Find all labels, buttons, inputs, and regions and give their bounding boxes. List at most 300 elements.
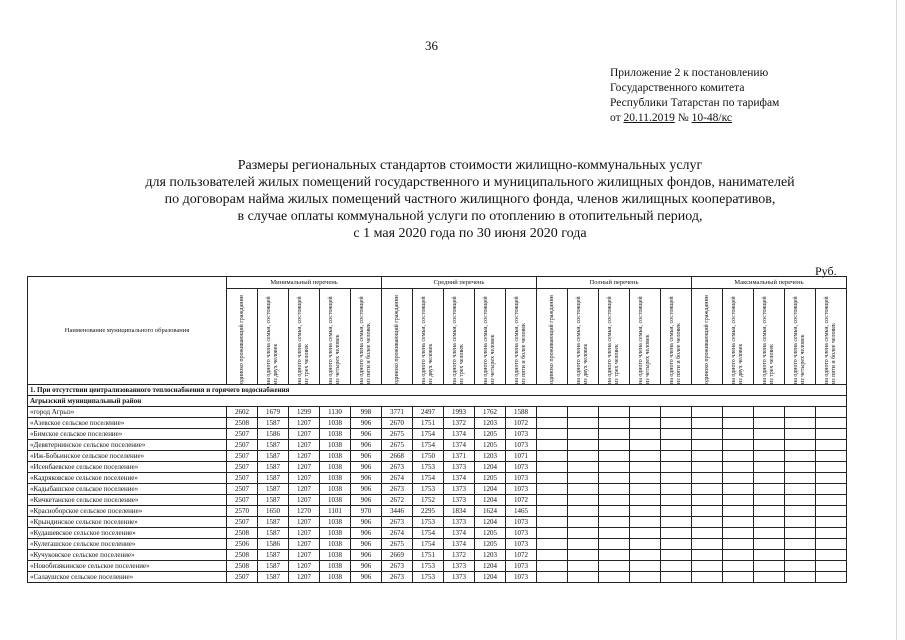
table-cell (630, 440, 661, 451)
table-cell (599, 561, 630, 572)
appendix-number-label: № (674, 112, 692, 124)
table-cell (630, 407, 661, 418)
table-cell: 1587 (258, 561, 289, 572)
table-cell (723, 572, 754, 583)
table-cell: 1207 (289, 451, 320, 462)
title-line-2: для пользователей жилых помещений государственного и муниципального жилищных фондов, нанимателей (145, 175, 795, 190)
table-cell (537, 550, 568, 561)
table-cell (630, 418, 661, 429)
table-cell: 1207 (289, 550, 320, 561)
table-cell: 1587 (258, 517, 289, 528)
name-column-header (28, 277, 227, 385)
appendix-line-4 (610, 111, 779, 126)
table-cell (599, 418, 630, 429)
table-cell: 1753 (413, 462, 444, 473)
table-cell (599, 528, 630, 539)
table-cell (754, 418, 785, 429)
group-header-min: Минимальный перечень (227, 277, 382, 289)
table-cell (816, 429, 847, 440)
table-cell: 1993 (444, 407, 475, 418)
table-cell (723, 539, 754, 550)
table-cell: 2673 (382, 462, 413, 473)
table-cell: 1587 (258, 473, 289, 484)
table-cell (816, 495, 847, 506)
table-cell (537, 440, 568, 451)
table-cell: 1207 (289, 572, 320, 583)
table-cell: 1374 (444, 473, 475, 484)
table-cell (754, 539, 785, 550)
table-cell (537, 484, 568, 495)
table-cell: 2675 (382, 539, 413, 550)
table-cell: 2674 (382, 473, 413, 484)
table-cell: 1038 (320, 462, 351, 473)
table-cell: 2675 (382, 440, 413, 451)
table-cell: 1834 (444, 506, 475, 517)
table-row (28, 539, 847, 550)
table-cell: 906 (351, 550, 382, 561)
row-name: «Азевское сельское поселение» (28, 418, 227, 429)
table-cell (754, 517, 785, 528)
table-cell (816, 517, 847, 528)
table-cell (692, 572, 723, 583)
column-header-text: на одного члена семьи, состоящей из трех человек (607, 296, 620, 384)
table-cell: 1207 (289, 462, 320, 473)
row-name: «Кичкетанское сельское поселение» (28, 495, 227, 506)
table-cell (568, 495, 599, 506)
table-cell (537, 418, 568, 429)
table-cell (568, 484, 599, 495)
section-title: 1. При отсутствии централизованного теплоснабжения и горячего водоснабжения (28, 385, 847, 396)
table-cell: 1270 (289, 506, 320, 517)
column-header-text: на одного члена семьи, состоящей из двух человек (576, 296, 589, 384)
row-name: «Кулегашское сельское поселение» (28, 539, 227, 550)
table-cell (599, 550, 630, 561)
table-cell: 1372 (444, 550, 475, 561)
table-cell (661, 451, 692, 462)
table-cell: 1753 (413, 517, 444, 528)
table-cell (599, 484, 630, 495)
table-cell (630, 506, 661, 517)
table-cell (754, 495, 785, 506)
table-cell: 1038 (320, 495, 351, 506)
table-cell: 1587 (258, 462, 289, 473)
table-cell: 1373 (444, 572, 475, 583)
row-name: «Кудашевское сельское поселение» (28, 528, 227, 539)
table-cell: 1205 (475, 440, 506, 451)
column-header (382, 289, 413, 385)
column-header (475, 289, 506, 385)
table-cell (816, 572, 847, 583)
table-cell: 1072 (506, 550, 537, 561)
table-cell: 1073 (506, 572, 537, 583)
table-cell (754, 484, 785, 495)
table-cell: 906 (351, 528, 382, 539)
column-header-text: на одного члена семьи, состоящей из четырех человек (328, 296, 341, 384)
title-line-5: с 1 мая 2020 года по 30 июня 2020 года (353, 226, 587, 241)
table-cell (599, 440, 630, 451)
table-cell: 2674 (382, 528, 413, 539)
table-cell (661, 418, 692, 429)
table-cell: 2508 (227, 550, 258, 561)
table-cell (785, 528, 816, 539)
table-cell: 2508 (227, 561, 258, 572)
table-cell (661, 484, 692, 495)
table-cell: 2507 (227, 462, 258, 473)
table-cell: 1073 (506, 539, 537, 550)
column-header-text: на одного члена семьи, состоящей из двух человек (421, 296, 434, 384)
table-cell: 2602 (227, 407, 258, 418)
row-name: «Новобизякинское сельское поселение» (28, 561, 227, 572)
table-cell: 2507 (227, 484, 258, 495)
appendix-block (610, 66, 779, 126)
column-header (568, 289, 599, 385)
table-cell: 2507 (227, 473, 258, 484)
table-cell (661, 407, 692, 418)
table-cell: 1587 (258, 495, 289, 506)
table-cell: 1038 (320, 429, 351, 440)
table-cell (568, 473, 599, 484)
table-cell: 1587 (258, 451, 289, 462)
table-cell (537, 561, 568, 572)
table-cell: 1207 (289, 528, 320, 539)
table-cell: 970 (351, 506, 382, 517)
table-cell (723, 517, 754, 528)
title-line-1: Размеры региональных стандартов стоимости жилищно-коммунальных услуг (237, 158, 703, 173)
table-cell (568, 418, 599, 429)
table-cell (568, 462, 599, 473)
table-cell: 1374 (444, 528, 475, 539)
table-cell (568, 539, 599, 550)
table-cell (754, 451, 785, 462)
row-name: «Иж-Бобьинское сельское поселение» (28, 451, 227, 462)
table-cell: 1750 (413, 451, 444, 462)
column-header-text: одиноко проживающий гражданин (548, 295, 555, 384)
table-cell: 1207 (289, 429, 320, 440)
table-row (28, 462, 847, 473)
table-cell: 1203 (475, 418, 506, 429)
table-cell: 2669 (382, 550, 413, 561)
table-cell (816, 539, 847, 550)
table-cell (754, 462, 785, 473)
table-cell: 1624 (475, 506, 506, 517)
table-cell: 906 (351, 462, 382, 473)
row-name: «город Агрыз» (28, 407, 227, 418)
table-cell (568, 517, 599, 528)
table-cell (537, 451, 568, 462)
table-cell (785, 539, 816, 550)
table-cell (723, 495, 754, 506)
table-cell: 1752 (413, 495, 444, 506)
column-header (227, 289, 258, 385)
table-cell (723, 528, 754, 539)
column-header-text: на одного члена семьи, состоящей из трех человек (762, 296, 775, 384)
table-cell (599, 495, 630, 506)
table-cell (537, 506, 568, 517)
table-cell (599, 451, 630, 462)
table-cell (723, 451, 754, 462)
table-cell: 2508 (227, 528, 258, 539)
table-cell: 2507 (227, 429, 258, 440)
table-cell (692, 429, 723, 440)
table-cell (816, 506, 847, 517)
column-header-text: на одного члена семьи, состоящей из четырех человек (793, 296, 806, 384)
table-cell: 2506 (227, 539, 258, 550)
table-cell (537, 539, 568, 550)
table-cell (754, 473, 785, 484)
appendix-date-prefix: от (610, 112, 624, 124)
table-cell: 1101 (320, 506, 351, 517)
table-cell: 1373 (444, 484, 475, 495)
column-header (785, 289, 816, 385)
table-cell (661, 550, 692, 561)
table-cell (692, 473, 723, 484)
table-cell (723, 484, 754, 495)
appendix-number: 10-48/кс (691, 112, 732, 124)
tariff-table (27, 276, 847, 583)
table-cell: 2507 (227, 440, 258, 451)
table-cell (661, 528, 692, 539)
table-cell: 1205 (475, 528, 506, 539)
table-cell: 1374 (444, 440, 475, 451)
table-cell (692, 418, 723, 429)
table-cell (568, 451, 599, 462)
appendix-date: 20.11.2019 (623, 112, 675, 124)
table-cell (661, 539, 692, 550)
row-name: «Исенбаевское сельское поселение» (28, 462, 227, 473)
table-cell (785, 495, 816, 506)
column-header (258, 289, 289, 385)
table-cell (723, 462, 754, 473)
table-cell (723, 550, 754, 561)
table-cell: 1038 (320, 572, 351, 583)
table-cell (661, 506, 692, 517)
table-cell: 2507 (227, 572, 258, 583)
table-cell: 1038 (320, 528, 351, 539)
table-cell: 1073 (506, 528, 537, 539)
table-cell (723, 429, 754, 440)
table-cell (754, 506, 785, 517)
table-cell (692, 451, 723, 462)
table-cell: 1038 (320, 473, 351, 484)
table-cell: 906 (351, 484, 382, 495)
row-name: «Красноборское сельское поселение» (28, 506, 227, 517)
table-cell (692, 462, 723, 473)
group-header-avg: Средний перечень (382, 277, 537, 289)
table-cell (537, 462, 568, 473)
column-header (692, 289, 723, 385)
table-cell: 2497 (413, 407, 444, 418)
table-cell: 1071 (506, 451, 537, 462)
table-cell (630, 517, 661, 528)
table-cell (754, 407, 785, 418)
table-cell (599, 473, 630, 484)
table-cell (630, 429, 661, 440)
table-cell (816, 407, 847, 418)
table-cell: 1587 (258, 440, 289, 451)
table-cell: 2570 (227, 506, 258, 517)
table-cell (568, 572, 599, 583)
table-cell (723, 407, 754, 418)
table-row (28, 572, 847, 583)
column-header (754, 289, 785, 385)
table-cell (816, 528, 847, 539)
table-cell: 1754 (413, 440, 444, 451)
table-cell: 2673 (382, 572, 413, 583)
row-name: «Салаушское сельское поселение» (28, 572, 227, 583)
table-row (28, 484, 847, 495)
table-cell: 1762 (475, 407, 506, 418)
table-cell: 1754 (413, 528, 444, 539)
table-cell: 2508 (227, 418, 258, 429)
table-row (28, 473, 847, 484)
table-cell: 1130 (320, 407, 351, 418)
column-header (413, 289, 444, 385)
table-cell (754, 429, 785, 440)
table-cell (599, 462, 630, 473)
table-cell (692, 561, 723, 572)
table-cell (661, 473, 692, 484)
table-cell: 1203 (475, 451, 506, 462)
column-header (351, 289, 382, 385)
document-title (70, 157, 870, 242)
row-name: «Крындинское сельское поселение» (28, 517, 227, 528)
column-header (444, 289, 475, 385)
table-cell: 1754 (413, 539, 444, 550)
column-header (599, 289, 630, 385)
column-header-text: на одного члена семьи, состоящей из трех человек (297, 296, 310, 384)
table-cell: 1587 (258, 484, 289, 495)
page-number: 36 (425, 38, 438, 53)
table-cell (568, 528, 599, 539)
table-cell (661, 561, 692, 572)
table-cell: 1754 (413, 473, 444, 484)
table-cell: 1205 (475, 539, 506, 550)
table-cell: 1038 (320, 440, 351, 451)
name-column-header-text: Наименование муниципального образования (64, 326, 190, 334)
table-cell (723, 473, 754, 484)
table-cell: 1207 (289, 539, 320, 550)
table-cell (537, 528, 568, 539)
district-row (28, 396, 847, 407)
table-cell (754, 528, 785, 539)
table-cell: 1203 (475, 550, 506, 561)
table-cell: 2507 (227, 495, 258, 506)
column-header (816, 289, 847, 385)
table-cell: 1754 (413, 429, 444, 440)
table-cell: 1587 (258, 528, 289, 539)
table-cell: 1373 (444, 495, 475, 506)
column-header-text: на одного члена семьи, состоящей из пяти и более человек (359, 296, 372, 384)
appendix-line-3: Республики Татарстан по тарифам (610, 97, 780, 109)
column-header-text: на одного члена семьи, состоящей из двух человек (731, 296, 744, 384)
table-cell (723, 418, 754, 429)
table-cell: 2507 (227, 517, 258, 528)
table-cell (537, 495, 568, 506)
table-cell (723, 561, 754, 572)
table-cell (661, 440, 692, 451)
table-cell: 1753 (413, 572, 444, 583)
table-cell (816, 484, 847, 495)
table-cell: 1679 (258, 407, 289, 418)
table-cell (785, 407, 816, 418)
table-cell: 1072 (506, 418, 537, 429)
table-cell (692, 539, 723, 550)
table-cell: 1374 (444, 539, 475, 550)
table-cell (537, 517, 568, 528)
row-name: «Девятернинское сельское поселение» (28, 440, 227, 451)
table-cell (785, 473, 816, 484)
table-cell: 1038 (320, 484, 351, 495)
table-cell (537, 473, 568, 484)
table-cell: 1372 (444, 418, 475, 429)
group-header-row (28, 277, 847, 289)
table-cell: 1204 (475, 484, 506, 495)
table-cell: 1073 (506, 462, 537, 473)
table-cell (630, 561, 661, 572)
table-cell: 1588 (506, 407, 537, 418)
group-header-full: Полный перечень (537, 277, 692, 289)
table-cell: 906 (351, 539, 382, 550)
table-cell (692, 528, 723, 539)
table-cell (630, 462, 661, 473)
table-cell: 1205 (475, 473, 506, 484)
table-cell (723, 506, 754, 517)
table-cell (599, 407, 630, 418)
table-cell (692, 517, 723, 528)
table-cell (785, 429, 816, 440)
table-cell: 1073 (506, 473, 537, 484)
table-row (28, 407, 847, 418)
column-header-text: на одного члена семьи, состоящей из пяти и более человек (514, 296, 527, 384)
table-cell (599, 539, 630, 550)
column-header-text: одиноко проживающий гражданин (238, 295, 245, 384)
column-header (537, 289, 568, 385)
table-cell: 906 (351, 561, 382, 572)
title-line-3: по договорам найма жилых помещений частного жилищного фонда, членов жилищных кооперативов, (164, 192, 776, 207)
table-cell (630, 473, 661, 484)
table-cell: 1038 (320, 550, 351, 561)
table-cell (816, 440, 847, 451)
column-header-text: на одного члена семьи, состоящей из пяти и более человек (669, 296, 682, 384)
table-cell (630, 484, 661, 495)
table-row (28, 418, 847, 429)
table-row (28, 506, 847, 517)
table-cell: 1038 (320, 561, 351, 572)
table-cell (723, 440, 754, 451)
table-row (28, 517, 847, 528)
table-cell (692, 407, 723, 418)
table-cell: 1072 (506, 495, 537, 506)
table-cell: 1204 (475, 572, 506, 583)
table-cell: 1207 (289, 517, 320, 528)
table-cell (692, 440, 723, 451)
table-cell (568, 407, 599, 418)
table-cell: 1207 (289, 561, 320, 572)
table-cell (785, 550, 816, 561)
column-header-text: на одного члена семьи, состоящей из четырех человек (638, 296, 651, 384)
table-cell: 998 (351, 407, 382, 418)
table-cell: 1207 (289, 440, 320, 451)
table-cell: 2673 (382, 484, 413, 495)
table-cell (537, 407, 568, 418)
table-cell (599, 517, 630, 528)
table-cell (754, 550, 785, 561)
section-row (28, 385, 847, 396)
table-row (28, 429, 847, 440)
table-cell: 906 (351, 473, 382, 484)
table-cell (692, 550, 723, 561)
table-cell: 906 (351, 440, 382, 451)
